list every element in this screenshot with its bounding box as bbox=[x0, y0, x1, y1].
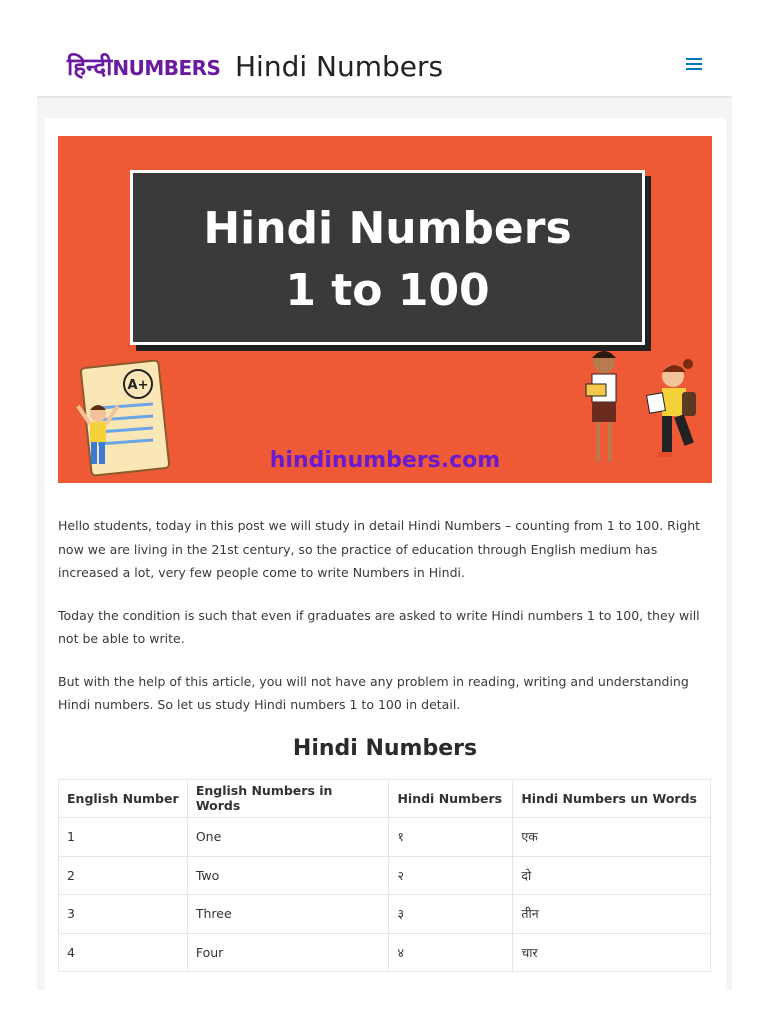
hero-title-line2: 1 to 100 bbox=[285, 265, 490, 316]
intro-paragraph-2: Today the condition is such that even if graduates are asked to write Hindi numbers 1 to 100, they will not be able to write. bbox=[58, 607, 700, 646]
table-cell: 3 bbox=[59, 895, 188, 934]
column-header: English Number bbox=[59, 779, 188, 818]
hindi-numbers-table bbox=[58, 779, 711, 973]
table-cell: One bbox=[187, 818, 389, 857]
table-cell: 1 bbox=[59, 818, 188, 857]
hamburger-menu-icon[interactable] bbox=[686, 58, 702, 72]
logo-numbers-text: NUMBERS bbox=[112, 56, 221, 80]
table-cell: Three bbox=[187, 895, 389, 934]
table-cell: दो bbox=[513, 856, 711, 895]
table-cell: 2 bbox=[59, 856, 188, 895]
hero-title-line1: Hindi Numbers bbox=[203, 203, 572, 254]
table-cell: १ bbox=[389, 818, 513, 857]
logo-hindi-text: हिन्दी bbox=[67, 53, 113, 81]
table-row bbox=[59, 895, 711, 934]
table-cell: चार bbox=[513, 933, 711, 972]
intro-paragraph-1: Hello students, today in this post we will study in detail Hindi Numbers – counting from 1 to 100. Right now we are living in the 21st century, so the practice of education through English medium has increased a lot, very few people come to write Numbers in Hindi. bbox=[58, 518, 701, 580]
column-header: Hindi Numbers un Words bbox=[513, 779, 711, 818]
hero-banner-image bbox=[58, 136, 712, 483]
article bbox=[45, 118, 726, 990]
table-cell: एक bbox=[513, 818, 711, 857]
column-header: Hindi Numbers bbox=[389, 779, 513, 818]
table-cell: Four bbox=[187, 933, 389, 972]
site-title[interactable]: Hindi Numbers bbox=[235, 50, 444, 83]
grade-label: A+ bbox=[127, 378, 149, 393]
table-cell: ४ bbox=[389, 933, 513, 972]
article-content bbox=[58, 514, 712, 972]
chalkboard bbox=[130, 170, 645, 345]
intro-paragraph-3: But with the help of this article, you will not have any problem in reading, writing and understanding Hindi numbers. So let us study Hindi numbers 1 to 100 in detail. bbox=[58, 673, 689, 712]
table-cell: २ bbox=[389, 856, 513, 895]
site-logo[interactable] bbox=[67, 50, 220, 83]
hero-site-url: hindinumbers.com bbox=[269, 448, 501, 473]
table-row bbox=[59, 818, 711, 857]
table-row bbox=[59, 933, 711, 972]
table-cell: Two bbox=[187, 856, 389, 895]
section-heading: Hindi Numbers bbox=[292, 735, 478, 761]
table-cell: ३ bbox=[389, 895, 513, 934]
table-row bbox=[59, 856, 711, 895]
table-header-row bbox=[59, 779, 711, 818]
table-cell: तीन bbox=[513, 895, 711, 934]
table-cell: 4 bbox=[59, 933, 188, 972]
site-header bbox=[37, 30, 732, 98]
column-header: English Numbers in Words bbox=[187, 779, 389, 818]
